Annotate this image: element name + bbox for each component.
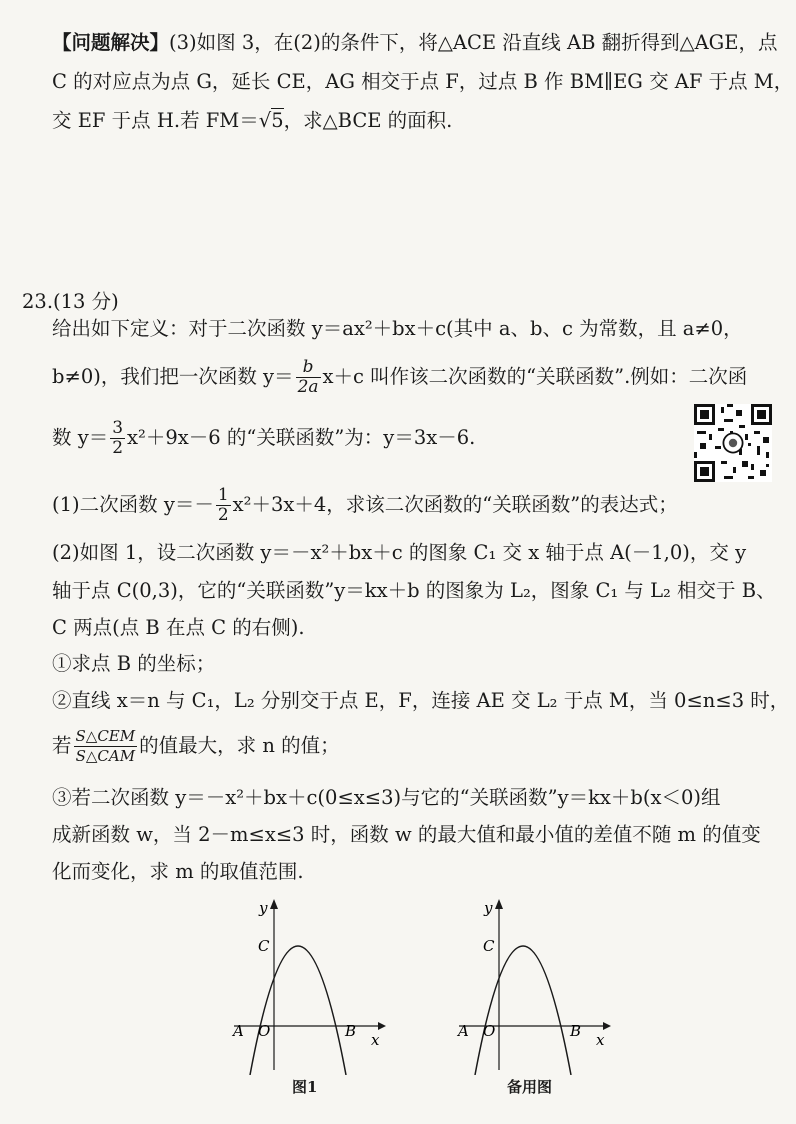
q23-part2-line3: C 两点(点 B 在点 C 的右侧). — [52, 616, 305, 639]
origin-label: O — [258, 1022, 271, 1040]
qr-code — [694, 404, 772, 482]
figure-backup-graph — [453, 895, 613, 1075]
q23-part1: (1)二次函数 y＝－ $\frac{1}{2}$ x²＋3x＋4，求该二次函数的“关联函数”的表达式； — [52, 485, 678, 525]
fraction-b-over-2a: $\frac{b}{2a}$ — [297, 357, 319, 397]
q23-intro-line1: 给出如下定义：对于二次函数 y＝ax²＋bx＋c(其中 a、b、c 为常数，且 a≠0， — [52, 317, 743, 340]
q23-sub1: ①求点 B 的坐标； — [52, 652, 216, 675]
part3-line2: C 的对应点为点 G，延长 CE，AG 相交于点 F，过点 B 作 BM∥EG 交 AF 于点 M， — [52, 70, 794, 93]
fraction-3-over-2: $\frac{3}{2}$ — [112, 418, 124, 458]
part3-line3: 交 EF 于点 H.若 FM＝√5，求△BCE 的面积. — [52, 109, 453, 132]
figure-backup-caption: 备用图 — [507, 1078, 553, 1096]
point-a-label: A — [233, 1022, 244, 1040]
origin-label: O — [483, 1022, 496, 1040]
q23-part2-line2: 轴于点 C(0,3)，它的“关联函数”y＝kx＋b 的图象为 L₂，图象 C₁ 与 L₂ 相交于 B、 — [52, 579, 776, 602]
q23-part2-line1: (2)如图 1，设二次函数 y＝－x²＋bx＋c 的图象 C₁ 交 x 轴于点 A(－1,0)，交 y — [52, 541, 747, 564]
figure-1-caption: 图1 — [292, 1078, 318, 1096]
x-axis-label: x — [371, 1031, 380, 1049]
q23-sub3-line2: 成新函数 w，当 2－m≤x≤3 时，函数 w 的最大值和最小值的差值不随 m 的值变 — [52, 823, 761, 846]
q23-sub3-line3: 化而变化，求 m 的取值范围. — [52, 860, 304, 883]
point-c-label: C — [258, 937, 270, 955]
sqrt-sign: √ — [258, 109, 272, 132]
fraction-area-ratio: $\frac{\text{S△CEM}}{\text{S△CAM}}$ — [75, 727, 136, 765]
q23-intro-line3: 数 y＝ $\frac{3}{2}$ x²＋9x－6 的“关联函数”为：y＝3x－6. — [52, 418, 476, 458]
x-axis-label: x — [596, 1031, 605, 1049]
y-axis-label: y — [484, 899, 493, 917]
y-axis-label: y — [259, 899, 268, 917]
part3-line1: 【问题解决】(3)如图 3，在(2)的条件下，将△ACE 沿直线 AB 翻折得到△AGE，点 — [52, 31, 778, 54]
q23-sub2-line2: 若 $\frac{\text{S△CEM}}{\text{S△CAM}}$ 的值最大，求 n 的值； — [52, 727, 340, 765]
question-23-header: 23.(13 分) — [22, 290, 119, 313]
fraction-1-over-2: $\frac{1}{2}$ — [217, 485, 229, 525]
q23-sub3-line1: ③若二次函数 y＝－x²＋bx＋c(0≤x≤3)与它的“关联函数”y＝kx＋b(x＜0)组 — [52, 786, 721, 809]
q23-intro-line2: b≠0)，我们把一次函数 y＝ $\frac{b}{2a}$ x＋c 叫作该二次函数的“关联函数”.例如：二次函 — [52, 357, 748, 397]
part3-tag: 【问题解决】 — [52, 31, 170, 54]
q23-sub2-line1: ②直线 x＝n 与 C₁，L₂ 分别交于点 E，F，连接 AE 交 L₂ 于点 M，当 0≤n≤3 时， — [52, 689, 790, 712]
point-b-label: B — [570, 1022, 582, 1040]
sqrt-radicand: 5 — [271, 109, 284, 132]
point-c-label: C — [483, 937, 495, 955]
figure-1-graph — [228, 895, 388, 1075]
point-a-label: A — [458, 1022, 469, 1040]
point-b-label: B — [345, 1022, 357, 1040]
